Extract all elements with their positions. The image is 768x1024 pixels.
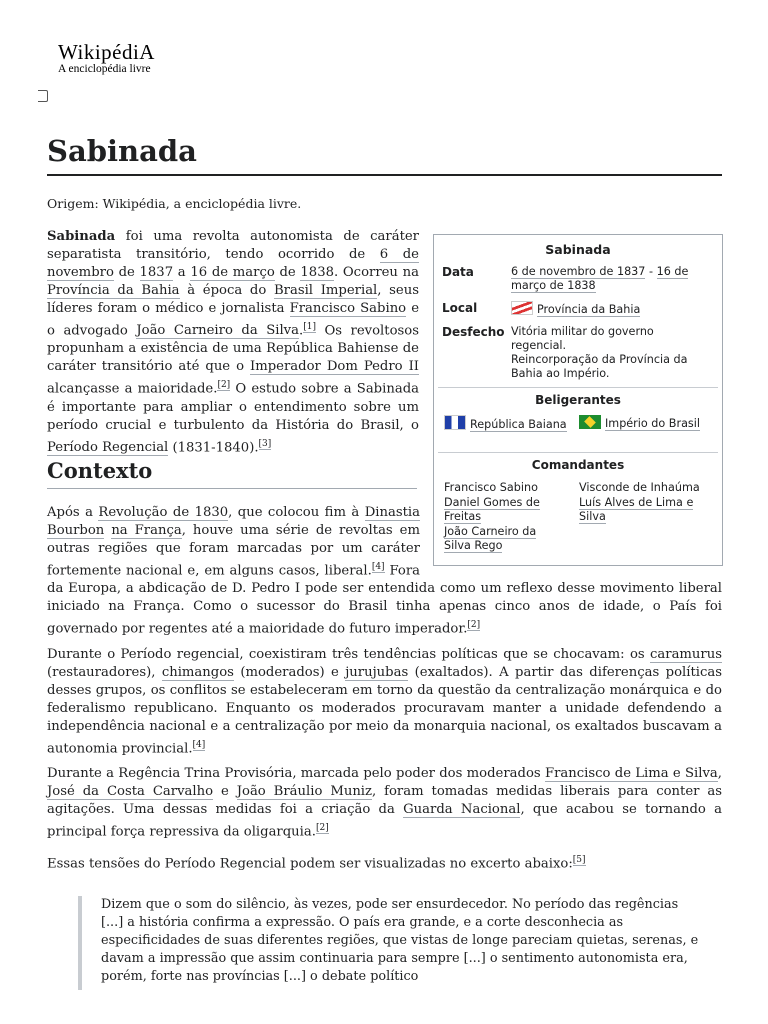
text: de [274,265,301,280]
text: , houve uma série de revoltas em outras regiões que foram marcadas por um caráter fortemente nacional e, em alguns casos, liberal. [47,523,420,579]
text: à época do [179,283,274,298]
text: foi uma revolta autonomista de caráter separatista transitório, tendo ocorrido de [47,229,419,262]
text: , que acabou se tornando a principal força repressiva da oligarquia. [47,802,722,840]
label-desfecho: Desfecho [442,325,505,339]
value-data [511,265,711,293]
text: , foram tomadas medidas liberais para conter as agitações. Uma dessas medidas foi a criação da [47,784,723,817]
text: Essas tensões do Período Regencial podem ser visualizadas no excerto abaixo: [47,856,573,872]
link-joao-carneiro[interactable]: João Carneiro da Silva [136,323,299,339]
paragraph-2 [47,646,722,758]
text: Durante a Regência Trina Provisória, marcada pelo poder dos moderados [47,766,545,781]
cmd-francisco-sabino: Francisco Sabino [444,481,538,494]
value-local [511,301,711,317]
link-joao-braulio-muniz[interactable]: João Bráulio Muniz [236,784,372,799]
menu-icon[interactable] [38,90,48,102]
text: de [113,265,140,280]
ref-5[interactable]: [5] [572,855,586,865]
comandantes-right [579,481,717,525]
link-revolucao-1830[interactable]: Revolução de 1830 [98,505,229,520]
republic-flag-icon [444,415,466,430]
ref-1[interactable]: [1] [303,322,316,332]
beligerante-left [444,415,572,432]
link-luis-alves[interactable]: Luís Alves de Lima e Silva [579,495,694,523]
link-guarda-nacional[interactable]: Guarda Nacional [403,802,521,817]
comandantes-left [444,481,564,554]
infobox [433,234,723,566]
ref-4[interactable]: [4] [371,562,385,572]
link-1838[interactable]: 1838 [300,265,334,280]
cmd-visconde-inhauma: Visconde de Inhaúma [579,481,700,494]
logo-title: WikipédiA [58,40,155,64]
ref-2[interactable]: [2] [217,380,231,391]
ref-2b[interactable]: [2] [467,620,481,631]
text: , seus líderes foram o médico e jornalista [47,283,419,316]
intro-bold: Sabinada [47,229,116,244]
link-provincia-bahia[interactable]: Província da Bahia [47,283,180,298]
text: - [645,265,657,278]
empire-flag-icon [579,415,601,429]
link-joao-carneiro-silva-rego[interactable]: João Carneiro da Silva Rego [444,524,537,552]
bahia-flag-icon [511,301,533,315]
text: . Ocorreu na [333,265,419,280]
text: a [173,265,191,280]
text: Fora da Europa, a abdicação de D. Pedro I pode ser entendida como um reflexo desse movimento liberal iniciado na França. Como o sucessor do Brasil tinha apenas cinco anos de idade, o País foi governado por regentes até a maioridade do futuro imperador. [47,563,722,637]
quote-text: Dizem que o som do silêncio, às vezes, pode ser ensurdecedor. No período das regências [...] a história confirma a expressão. O país era grande, e a corte desconhecia as especificidades de suas diferentes regiões, que vistas de longe pareciam quietas, serenas, e davam a impressão que assim continuaria para sempre [...] o sentimento autonomista era, porém, forte nas províncias [...] o debate político [101,897,699,984]
label-local: Local [442,301,478,315]
text: (moderados) e [233,665,346,680]
beligerante-right [579,415,719,431]
text: (restauradores), [47,665,162,680]
text: (exaltados). A partir das diferenças políticas desses grupos, os conflitos se estabeleceram em torno da questão da centralização monárquica e do federalismo republicano. Enquanto os moderados procuravam manter a unidade defendendo a independência nacional e a centralização por meio da monarquia nacional, os exaltados buscavam a autonomia provincial. [47,665,722,757]
text: . [299,323,304,339]
link-16-marco[interactable]: 16 de março [190,265,275,280]
desfecho-line-2: Reincorporação da Província da Bahia ao Império. [511,353,688,380]
link-francisco-sabino[interactable]: Francisco Sabino [289,301,407,316]
link-republica-baiana[interactable]: República Baiana [470,418,567,431]
link-dinastia-bourbon[interactable]: Dinastia Bourbon [47,505,421,538]
link-jose-costa-carvalho[interactable]: José da Costa Carvalho [47,784,214,799]
link-1837[interactable]: 1837 [139,265,174,280]
link-chimangos[interactable]: chimangos [161,665,234,680]
origin-note: Origem: Wikipédia, a enciclopédia livre. [47,196,302,211]
infobox-title: Sabinada [545,242,611,257]
intro-paragraph [47,228,419,457]
link-brasil-imperial[interactable]: Brasil Imperial [273,283,378,298]
paragraph-3 [47,765,722,841]
link-imperio-brasil[interactable]: Império do Brasil [605,417,700,430]
ref-3[interactable]: [3] [258,438,272,449]
text: Os revoltosos propunham a existência de uma República Bahiense de caráter transitório até que o [47,323,419,375]
header-beligerantes: Beligerantes [438,387,718,407]
section-heading-contexto: Contexto [47,458,417,489]
text: O estudo sobre a Sabinada é importante para ampliar o entendimento sobre um período crucial e turbulento da História do Brasil, o [47,381,419,433]
link-jurujubas[interactable]: jurujubas [345,665,409,680]
text: (1831-1840). [168,440,259,456]
wikipedia-logo[interactable] [58,40,155,75]
text: alcançasse a maioridade. [47,381,218,397]
paragraph-4 [47,851,722,873]
link-data-fim[interactable]: 16 de março de 1838 [511,265,689,292]
blockquote [78,896,701,990]
logo-tagline: A enciclopédia livre [58,63,151,75]
link-daniel-gomes[interactable]: Daniel Gomes de Freitas [444,495,540,523]
ref-4b[interactable]: [4] [192,740,206,750]
page-title: Sabinada [47,134,722,176]
text: e [213,784,237,799]
link-na-franca[interactable]: na França [111,523,182,538]
link-francisco-lima-silva[interactable]: Francisco de Lima e Silva [544,766,718,781]
link-data-inicio[interactable]: 6 de novembro de 1837 [511,265,646,278]
text: Durante o Período regencial, coexistiram três tendências políticas que se chocavam: os [47,647,651,662]
link-caramurus[interactable]: caramurus [650,647,722,662]
label-data: Data [442,265,474,279]
link-dom-pedro-ii[interactable]: Imperador Dom Pedro II [250,359,419,375]
desfecho-line-1: Vitória militar do governo regencial. [511,325,654,352]
text: e o advogado [47,301,420,339]
link-provincia-bahia-box[interactable]: Província da Bahia [537,303,641,316]
text: , que colocou fim à [228,505,365,520]
text: Após a [47,505,99,520]
link-periodo-regencial[interactable]: Período Regencial [47,440,169,456]
text: , [717,766,722,781]
header-comandantes: Comandantes [438,452,718,472]
link-6-novembro[interactable]: 6 de novembro [47,247,419,280]
ref-2c[interactable]: [2] [315,823,329,833]
value-desfecho [511,325,711,381]
